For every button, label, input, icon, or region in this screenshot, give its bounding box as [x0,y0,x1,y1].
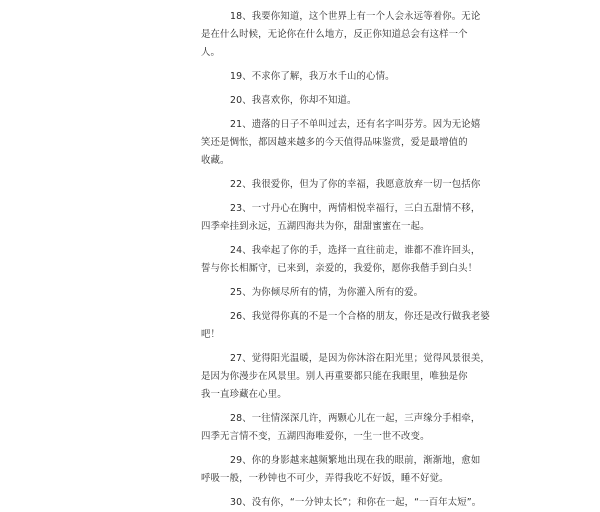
text-line: 21、遗落的日子不单叫过去，还有名字叫芬芳。因为无论嬉 [230,119,481,130]
text-line: 呼吸一般，一秒钟也不可少，弄得我吃不好饭，睡不好觉。 [201,473,449,484]
text-paragraph [0,68,600,86]
text-paragraph [0,200,600,236]
text-line: 是因为你漫步在风景里。别人再重要都只能在我眼里，唯独是你 [201,371,468,382]
text-line: 19、不求你了解，我万水千山的心情。 [230,71,395,82]
text-line: 26、我觉得你真的不是一个合格的朋友，你还是改行做我老婆 [230,311,490,322]
text-line: 20、我喜欢你，你却不知道。 [230,95,357,106]
text-line: 笑还是惆怅，都因越来越多的今天值得品味鉴赏，爱是最增值的 [201,137,468,148]
text-paragraph [0,308,600,344]
text-paragraph [0,8,600,62]
text-line: 24、我牵起了你的手，选择一直往前走，谁都不准许回头， [230,245,481,256]
text-paragraph [0,410,600,446]
text-paragraph [0,350,600,404]
text-line: 收藏。 [201,155,230,166]
text-line: 29、你的身影越来越频繁地出现在我的眼前，渐渐地，愈如 [230,455,481,466]
text-line: 28、一往情深深几许，两颗心儿在一起，三声缘分手相牵， [230,413,481,424]
text-line: 30、没有你，“一分钟太长”；和你在一起，“一百年太短”。 [230,497,482,508]
text-line: 人。 [201,47,221,58]
text-line: 18、我要你知道，这个世界上有一个人会永远等着你。无论 [230,11,481,22]
text-line: 25、为你倾尽所有的情，为你灌入所有的爱。 [230,287,424,298]
text-line: 我一直珍藏在心里。 [201,389,287,400]
text-paragraph [0,176,600,194]
text-line: 誓与你长相厮守，已来到，亲爱的，我爱你，愿你我偕手到白头！ [201,263,478,274]
text-paragraph [0,284,600,302]
text-line: 四季牵挂到永远，五湖四海共为你，甜甜蜜蜜在一起。 [201,221,430,232]
text-paragraph [0,92,600,110]
text-line: 是在什么时候，无论你在什么地方，反正你知道总会有这样一个 [201,29,468,40]
text-paragraph [0,116,600,170]
text-line: 22、我很爱你，但为了你的幸福，我愿意放弃一切一包括你 [230,179,481,190]
text-line: 23、一寸丹心在胸中，两情相悦幸福行，三白五甜情不移， [230,203,481,214]
text-paragraph [0,494,600,512]
text-line: 吧！ [201,329,221,340]
text-line: 27、觉得阳光温暖，是因为你沐浴在阳光里；觉得风景很美， [230,353,490,364]
document-body [0,8,600,512]
text-paragraph [0,452,600,488]
text-paragraph [0,242,600,278]
text-line: 四季无言情不变，五湖四海唯爱你，一生一世不改变。 [201,431,430,442]
